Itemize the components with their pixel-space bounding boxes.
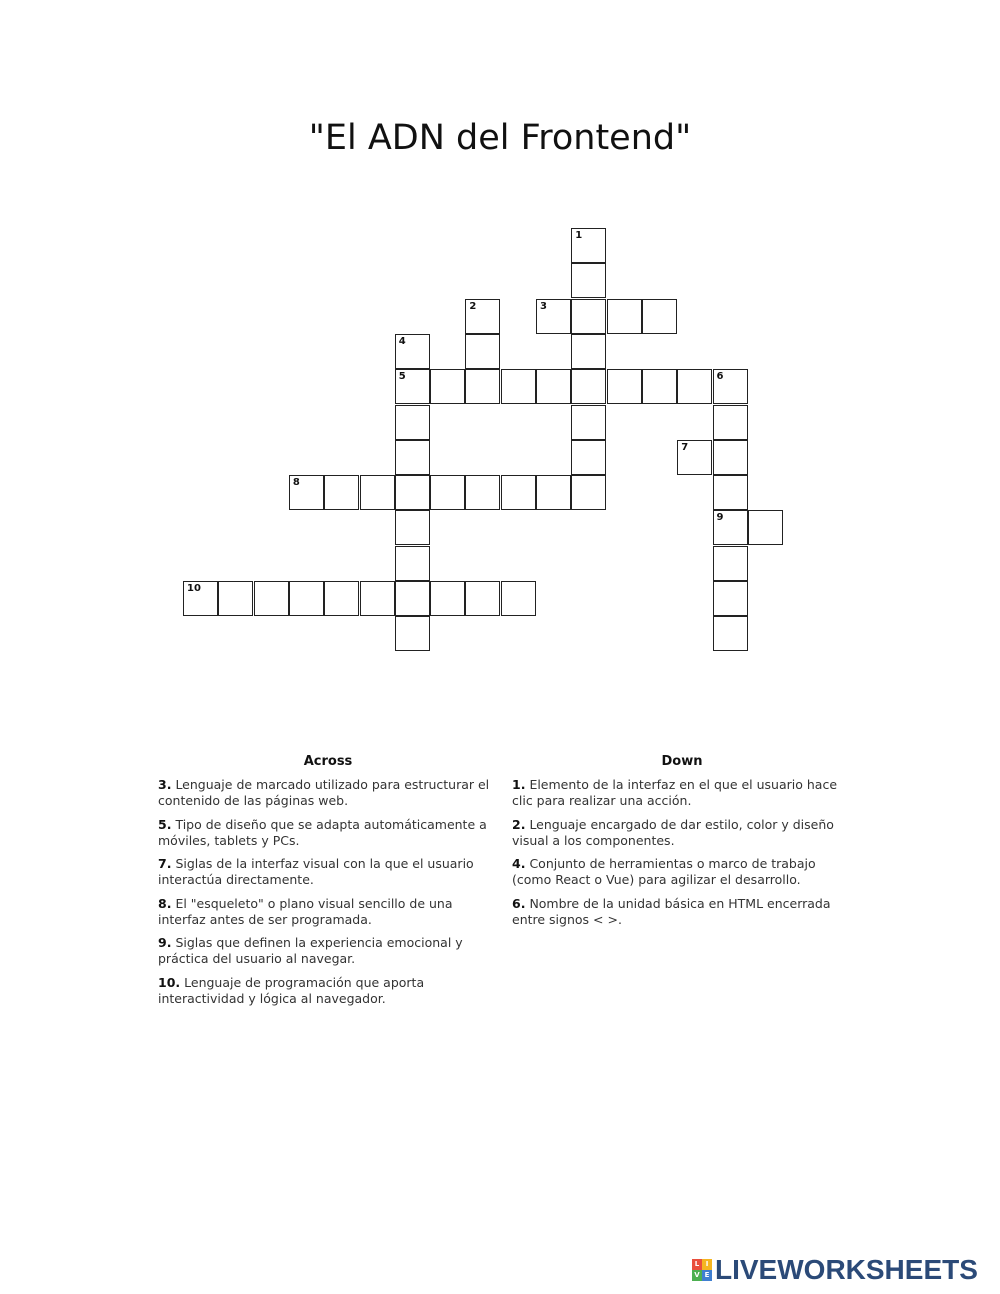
crossword-cell[interactable] (254, 581, 289, 616)
crossword-letter-input[interactable] (572, 370, 605, 403)
crossword-cell[interactable] (571, 440, 606, 475)
crossword-cell[interactable] (465, 334, 500, 369)
crossword-letter-input[interactable] (749, 511, 782, 544)
crossword-letter-input[interactable] (502, 476, 535, 509)
crossword-letter-input[interactable] (184, 582, 217, 615)
crossword-cell[interactable] (713, 475, 748, 510)
crossword-letter-input[interactable] (431, 582, 464, 615)
crossword-letter-input[interactable] (396, 582, 429, 615)
crossword-letter-input[interactable] (396, 476, 429, 509)
crossword-letter-input[interactable] (325, 582, 358, 615)
crossword-cell[interactable] (501, 475, 536, 510)
crossword-cell[interactable] (713, 440, 748, 475)
crossword-cell[interactable] (465, 369, 500, 404)
crossword-letter-input[interactable] (714, 617, 747, 650)
crossword-cell[interactable] (218, 581, 253, 616)
crossword-letter-input[interactable] (431, 476, 464, 509)
crossword-cell[interactable] (713, 546, 748, 581)
crossword-cell[interactable] (713, 581, 748, 616)
across-clue-8: 8. El "esqueleto" o plano visual sencillo de una interfaz antes de ser programada. (158, 895, 453, 927)
crossword-letter-input[interactable] (572, 229, 605, 262)
crossword-letter-input[interactable] (466, 300, 499, 333)
clue-number: 6 (716, 371, 724, 383)
crossword-letter-input[interactable] (608, 370, 641, 403)
crossword-letter-input[interactable] (608, 300, 641, 333)
crossword-cell[interactable] (677, 440, 712, 475)
liveworksheets-logo (692, 1253, 978, 1287)
crossword-cell[interactable] (395, 334, 430, 369)
crossword-letter-input[interactable] (572, 406, 605, 439)
crossword-letter-input[interactable] (714, 547, 747, 580)
crossword-cell[interactable] (713, 405, 748, 440)
crossword-letter-input[interactable] (714, 370, 747, 403)
crossword-cell[interactable] (536, 369, 571, 404)
crossword-cell[interactable] (501, 581, 536, 616)
crossword-cell[interactable] (642, 369, 677, 404)
crossword-letter-input[interactable] (714, 511, 747, 544)
crossword-cell[interactable] (183, 581, 218, 616)
crossword-cell[interactable] (571, 334, 606, 369)
across-clues (158, 754, 498, 1014)
clue-number: 4 (398, 335, 406, 347)
crossword-cell[interactable] (536, 475, 571, 510)
crossword-cell[interactable] (430, 581, 465, 616)
clue-number: 1 (575, 230, 583, 241)
clue-number: 3 (540, 300, 547, 312)
crossword-letter-input[interactable] (255, 582, 288, 615)
down-heading: Down (661, 754, 703, 769)
down-clue-4: 4. Conjunto de herramientas o marco de trabajo (como React o Vue) para agilizar el desarrollo. (512, 856, 816, 887)
crossword-letter-input[interactable] (714, 582, 747, 615)
crossword-cell[interactable] (748, 510, 783, 545)
crossword-letter-input[interactable] (714, 406, 747, 439)
crossword-letter-input[interactable] (396, 370, 429, 403)
crossword-letter-input[interactable] (714, 476, 747, 509)
crossword-cell[interactable] (395, 616, 430, 651)
crossword-letter-input[interactable] (678, 370, 711, 403)
crossword-cell[interactable] (713, 616, 748, 651)
down-clue-6: 6. Nombre de la unidad básica en HTML encerrada entre signos < >. (512, 895, 831, 927)
crossword-letter-input[interactable] (572, 476, 605, 509)
crossword-letter-input[interactable] (643, 370, 676, 403)
crossword-cell[interactable] (713, 369, 748, 404)
crossword-cell[interactable] (465, 299, 500, 334)
across-clue-5: 5. Tipo de diseño que se adapta automáticamente a móviles, tablets y PCs. (158, 816, 487, 848)
crossword-cell[interactable] (677, 369, 712, 404)
crossword-cell[interactable] (430, 475, 465, 510)
crossword-letter-input[interactable] (678, 441, 711, 474)
crossword-cell[interactable] (465, 581, 500, 616)
clue-number: 7 (681, 441, 689, 453)
crossword-letter-input[interactable] (396, 547, 429, 580)
crossword-cell[interactable] (430, 369, 465, 404)
crossword-cell[interactable] (289, 475, 324, 510)
crossword-letter-input[interactable] (396, 511, 429, 544)
crossword-letter-input[interactable] (466, 476, 499, 509)
crossword-letter-input[interactable] (466, 370, 499, 403)
crossword-cell[interactable] (360, 475, 395, 510)
across-clue-10: 10. Lenguaje de programación que aporta interactividad y lógica al navegador. (158, 974, 425, 1006)
across-heading: Across (303, 754, 353, 769)
down-clues (512, 754, 852, 935)
crossword-letter-input[interactable] (396, 441, 429, 474)
crossword-letter-input[interactable] (466, 335, 499, 368)
worksheet-title: "El ADN del Frontend" (308, 118, 692, 158)
clue-number: 2 (469, 300, 477, 312)
crossword-cell[interactable] (607, 369, 642, 404)
crossword-cell[interactable] (465, 475, 500, 510)
crossword-cell[interactable] (571, 369, 606, 404)
crossword-cell[interactable] (536, 299, 571, 334)
crossword-letter-input[interactable] (572, 335, 605, 368)
crossword-cell[interactable] (395, 510, 430, 545)
crossword-letter-input[interactable] (537, 476, 570, 509)
crossword-cell[interactable] (324, 475, 359, 510)
crossword-cell[interactable] (501, 369, 536, 404)
crossword-cell[interactable] (642, 299, 677, 334)
clue-number: 10 (187, 583, 201, 594)
clue-number: 5 (398, 371, 406, 383)
crossword-cell[interactable] (360, 581, 395, 616)
crossword-letter-input[interactable] (219, 582, 252, 615)
across-clue-3: 3. Lenguaje de marcado utilizado para estructurar el contenido de las páginas web. (158, 777, 490, 808)
crossword-cell[interactable] (289, 581, 324, 616)
crossword-cell[interactable] (395, 546, 430, 581)
crossword-cell[interactable] (395, 369, 430, 404)
crossword-letter-input[interactable] (290, 582, 323, 615)
crossword-cell[interactable] (571, 263, 606, 298)
across-clue-9: 9. Siglas que definen la experiencia emocional y práctica del usuario al navegar. (158, 935, 463, 966)
crossword-letter-input[interactable] (572, 300, 605, 333)
crossword-letter-input[interactable] (361, 582, 394, 615)
clue-number: 9 (716, 512, 724, 524)
liveworksheets-logo-icon: L I V E (692, 1259, 712, 1281)
crossword-cell[interactable] (324, 581, 359, 616)
crossword-cell[interactable] (713, 510, 748, 545)
crossword-letter-input[interactable] (502, 582, 535, 615)
crossword-letter-input[interactable] (396, 617, 429, 650)
crossword-cell[interactable] (395, 581, 430, 616)
crossword-letter-input[interactable] (502, 370, 535, 403)
crossword-cell[interactable] (395, 475, 430, 510)
crossword-letter-input[interactable] (466, 582, 499, 615)
crossword-letter-input[interactable] (396, 335, 429, 368)
down-clue-2: 2. Lenguaje encargado de dar estilo, color y diseño visual a los componentes. (512, 816, 834, 848)
crossword-letter-input[interactable] (361, 476, 394, 509)
crossword-cell[interactable] (395, 440, 430, 475)
crossword-letter-input[interactable] (396, 406, 429, 439)
crossword-cell[interactable] (571, 228, 606, 263)
crossword-cell[interactable] (571, 475, 606, 510)
crossword-letter-input[interactable] (643, 300, 676, 333)
clue-number: 8 (292, 477, 300, 489)
crossword-letter-input[interactable] (537, 300, 570, 333)
crossword-letter-input[interactable] (537, 370, 570, 403)
crossword-letter-input[interactable] (290, 476, 323, 509)
crossword-cell[interactable] (607, 299, 642, 334)
down-clue-1: 1. Elemento de la interfaz en el que el usuario hace clic para realizar una acción. (512, 777, 838, 808)
crossword-letter-input[interactable] (431, 370, 464, 403)
crossword-letter-input[interactable] (325, 476, 358, 509)
across-clue-7: 7. Siglas de la interfaz visual con la que el usuario interactúa directamente. (158, 856, 474, 887)
crossword-cell[interactable] (571, 299, 606, 334)
crossword-letter-input[interactable] (714, 441, 747, 474)
crossword-letter-input[interactable] (572, 264, 605, 297)
liveworksheets-logo-text: LIVEWORKSHEETS (715, 1254, 978, 1285)
crossword-letter-input[interactable] (572, 441, 605, 474)
crossword-cell[interactable] (571, 405, 606, 440)
crossword-cell[interactable] (395, 405, 430, 440)
